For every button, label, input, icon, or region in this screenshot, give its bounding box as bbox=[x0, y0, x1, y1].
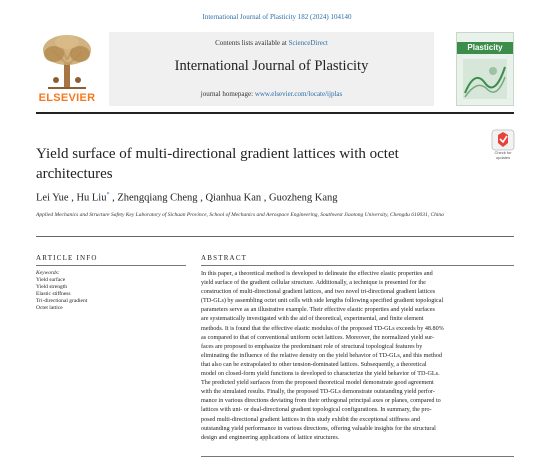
abstract-rule bbox=[201, 265, 514, 266]
header-rule bbox=[36, 112, 514, 114]
contents-line bbox=[109, 39, 434, 47]
article-title: Yield surface of multi-directional gradient lattices with octet architectures bbox=[36, 146, 399, 182]
abstract-line: construction of multi-directional gradient lattices, and two novel tri-directional gradient lattices bbox=[201, 289, 436, 296]
abstract-body bbox=[201, 270, 514, 443]
abstract-line: In this paper, a theoretical method is developed to delineate the effective elastic properties and bbox=[201, 271, 433, 277]
elsevier-tree-icon bbox=[38, 32, 96, 90]
author-separator: , bbox=[71, 192, 77, 204]
journal-homepage-link[interactable]: www.elsevier.com/locate/ijplas bbox=[254, 90, 343, 98]
article-info-heading: ARTICLE INFO bbox=[36, 254, 98, 262]
abstract-line: yield surface of the gradient cellular structure. Additionally, a technique is presented for the bbox=[201, 280, 426, 287]
journal-title[interactable]: International Journal of Plasticity bbox=[174, 58, 369, 74]
author-separator: , bbox=[112, 192, 118, 204]
abstract-end-rule bbox=[201, 456, 514, 457]
journal-header bbox=[36, 32, 514, 107]
author-separator: , bbox=[263, 192, 270, 204]
elsevier-logo[interactable] bbox=[36, 32, 98, 106]
author-list bbox=[36, 192, 476, 204]
abstract-line: are systematically investigated with the aid of theoretical, experimental, and finite element bbox=[201, 316, 424, 323]
abstract-line: posed multi-directional gradient lattices in this study exhibit the exceptional stiffness and bbox=[201, 416, 421, 423]
author-affiliation: Applied Mechanics and Structure Safety Key Laboratory of Sichuan Province, School of Mechanics and Aerospace Engineering, Southwest Jiaotong University, Chengdu 610031, China bbox=[36, 212, 444, 218]
abstract-line: parameters serve as an illustrative example. Their effective elastic properties and yield surfaces bbox=[201, 307, 435, 314]
elsevier-wordmark: ELSEVIER bbox=[38, 92, 96, 104]
check-for-updates-line1: Check for bbox=[494, 150, 512, 155]
check-for-updates-line2: updates bbox=[495, 155, 511, 160]
author-name[interactable]: Lei Yue bbox=[36, 192, 69, 204]
keywords-label: Keywords: bbox=[36, 270, 60, 276]
sciencedirect-link[interactable]: ScienceDirect bbox=[288, 39, 328, 47]
homepage-prefix: journal homepage: bbox=[200, 90, 255, 98]
journal-info-box bbox=[109, 32, 434, 106]
abstract-line: The predicted yield surfaces from the proposed theoretical model demonstrate good agreement bbox=[201, 380, 434, 387]
abstract-line: methods. It is found that the effective elastic modulus of the proposed TD-GLs exceeds by 48.80% bbox=[201, 325, 444, 332]
abstract-line: faces are proposed to emphasize the predominant role of structural topological features by bbox=[201, 343, 423, 350]
keyword-item: Yield strength bbox=[36, 284, 68, 290]
cover-title: Plasticity bbox=[467, 43, 503, 52]
abstract-line: with the simulated results. Finally, the proposed TD-GLs demonstrate outstanding yield perfor- bbox=[201, 389, 435, 396]
check-for-updates-label[interactable] bbox=[482, 150, 524, 160]
keywords-block bbox=[36, 270, 186, 312]
author-separator: , bbox=[200, 192, 206, 204]
author-name[interactable]: Guozheng Kang bbox=[269, 192, 338, 204]
abstract-line: outstanding yield performance in various directions, offering valuable insights for the structural bbox=[201, 425, 436, 432]
abstract-line: as compared to that of conventional uniform octet lattices. Moreover, the normalized yield sur- bbox=[201, 334, 435, 341]
abstract-line: model on closed-form yield functions is developed to characterize the yield behavior of TD-GLs. bbox=[201, 371, 440, 378]
corresponding-author-mark[interactable]: * bbox=[106, 192, 110, 198]
article-info-rule bbox=[36, 265, 186, 266]
author-name[interactable]: Hu Liu bbox=[76, 192, 107, 204]
keyword-item: Yield surface bbox=[36, 277, 66, 283]
keyword-item: Octet lattice bbox=[36, 305, 63, 311]
affiliation-rule bbox=[36, 236, 514, 237]
contents-prefix: Contents lists available at bbox=[215, 39, 289, 47]
author-name[interactable]: Qianhua Kan bbox=[205, 192, 262, 204]
abstract-heading: ABSTRACT bbox=[201, 254, 248, 262]
abstract-line: design and engineering applications of lattice structures. bbox=[201, 434, 340, 441]
abstract-line: mance in various directions deviating from their orthogonal principal axes or planes, compared to bbox=[201, 398, 441, 405]
keyword-item: Elastic stiffness bbox=[36, 291, 71, 297]
homepage-line bbox=[109, 90, 434, 98]
author-name[interactable]: Zhengqiang Cheng bbox=[117, 192, 198, 204]
cover-art-image bbox=[463, 59, 507, 99]
journal-cover-thumbnail[interactable] bbox=[456, 32, 514, 106]
abstract-line: lattices with uni- or dual-directional gradient topological configurations. In summary, the pro- bbox=[201, 407, 432, 414]
abstract-line: eliminating the influence of the relative density on the yield behavior of TD-GLs, and this method bbox=[201, 352, 443, 359]
journal-citation[interactable]: International Journal of Plasticity 182 (2024) 104140 bbox=[202, 13, 352, 21]
keyword-item: Tri-directional gradient bbox=[36, 298, 88, 304]
abstract-line: that also can be extrapolated to other tension-dominated lattices. Subsequently, a theoretical bbox=[201, 361, 427, 368]
abstract-line: (TD-GLs) by assembling octet unit cells with side lengths following specified gradient topological bbox=[201, 298, 444, 305]
